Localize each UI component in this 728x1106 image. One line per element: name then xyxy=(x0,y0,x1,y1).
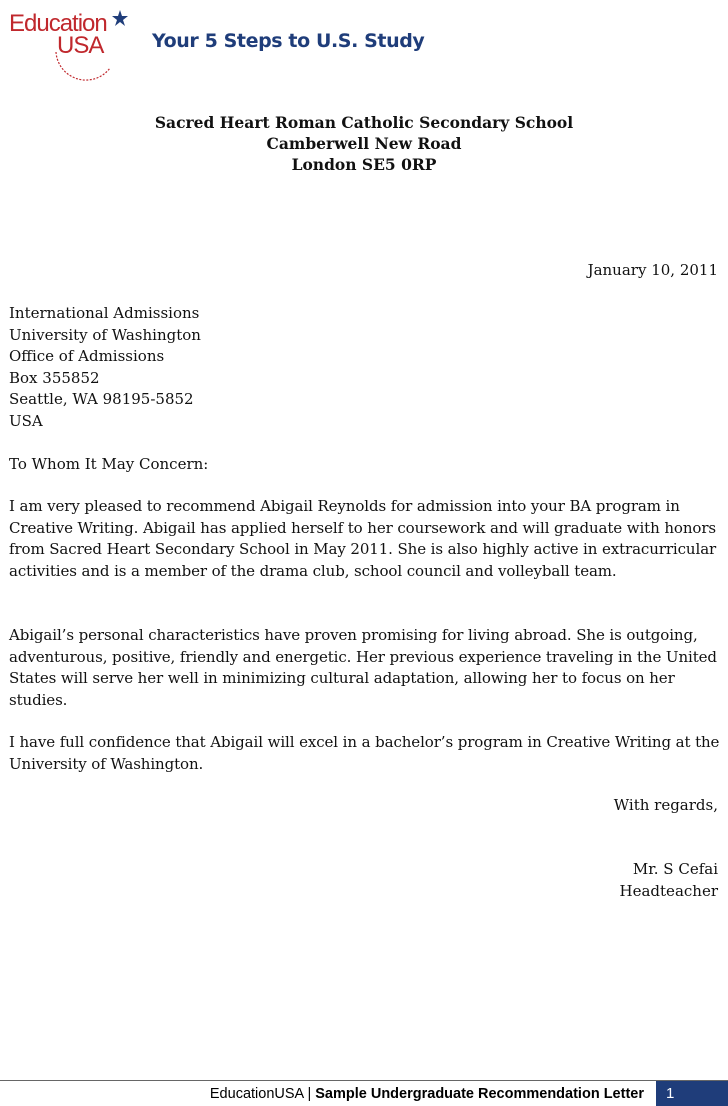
footer-doc-title: Sample Undergraduate Recommendation Letter xyxy=(315,1086,644,1102)
address-line: Box 355852 xyxy=(9,368,100,387)
educationusa-logo xyxy=(6,2,136,88)
page-number: 1 xyxy=(656,1081,728,1106)
closing: With regards, xyxy=(613,796,718,814)
logo-word-education: Education xyxy=(9,10,107,37)
body-paragraph: I have full confidence that Abigail will excel in a bachelor’s program in Creative Writing at the University of Washington. xyxy=(9,733,720,773)
school-street: Camberwell New Road xyxy=(266,134,462,153)
address-line: Office of Admissions xyxy=(9,347,165,365)
address-line: Seattle, WA 98195-5852 xyxy=(9,390,194,408)
address-line: University of Washington xyxy=(9,325,201,344)
footer-divider xyxy=(0,1080,728,1081)
footer-brand: EducationUSA xyxy=(209,1086,304,1102)
body-paragraph: Abigail’s personal characteristics have proven promising for living abroad. She is outgoing, adventurous, positive, friendly and energetic. Her previous experience traveling in the United States will serve her well in minimizing cultural adaptation, allowing her to focus on her studies. xyxy=(9,626,717,709)
address-line: International Admissions xyxy=(9,304,200,322)
address-line: USA xyxy=(9,411,43,430)
signatory-name: Mr. S Cefai xyxy=(632,860,718,878)
body-paragraph: I am very pleased to recommend Abigail Reynolds for admission into your BA program in Creative Writing. Abigail has applied herself to her coursework and will graduate with honors from Sacred Heart Secondary School in May 2011. She is also highly active in extracurricular activities and is a member of the drama club, school council and volleyball team. xyxy=(9,497,717,580)
recipient-address xyxy=(9,303,721,432)
school-city: London SE5 0RP xyxy=(291,155,437,174)
school-letterhead xyxy=(0,112,728,175)
letter-date: January 10, 2011 xyxy=(587,261,718,279)
signature-block xyxy=(620,859,718,902)
logo-word-usa: USA xyxy=(57,32,104,59)
footer-separator: | xyxy=(307,1086,312,1102)
salutation: To Whom It May Concern: xyxy=(9,455,209,473)
school-name: Sacred Heart Roman Catholic Secondary School xyxy=(154,113,574,132)
signatory-title: Headteacher xyxy=(619,881,718,900)
header-tagline: Your 5 Steps to U.S. Study xyxy=(152,30,425,52)
footer-caption xyxy=(210,1086,644,1102)
